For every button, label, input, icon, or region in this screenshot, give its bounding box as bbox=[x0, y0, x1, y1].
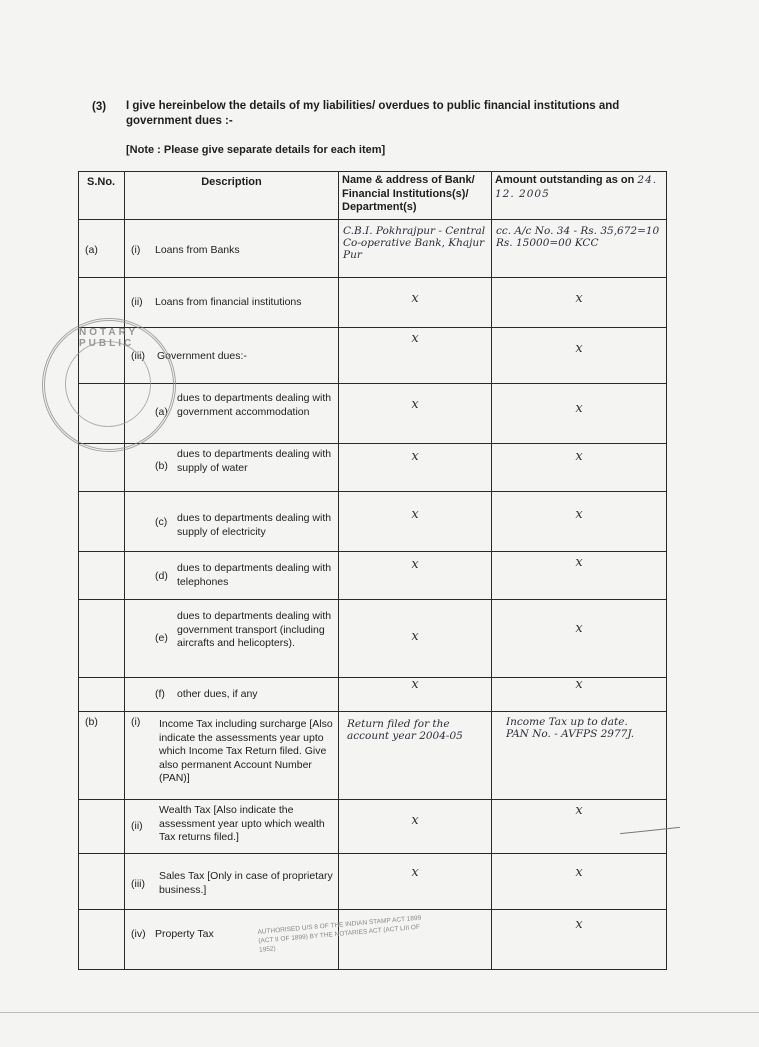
row-text: Loans from financial institutions bbox=[155, 296, 302, 308]
row-text: dues to departments dealing with government accommodation bbox=[177, 392, 332, 418]
table-row bbox=[79, 600, 667, 678]
section-heading: I give hereinbelow the details of my liabilities/ overdues to public financial institutions and government dues :- bbox=[126, 100, 620, 127]
row-description bbox=[125, 600, 339, 678]
row-sno bbox=[79, 552, 125, 600]
nil-mark: x bbox=[339, 384, 492, 444]
row-sno: (b) bbox=[79, 712, 125, 800]
row-description bbox=[125, 678, 339, 712]
row-index: (d) bbox=[155, 570, 168, 582]
nil-mark: x bbox=[492, 444, 667, 492]
nil-mark: x bbox=[492, 278, 667, 328]
nil-mark: x bbox=[492, 910, 667, 970]
nil-mark: x bbox=[339, 444, 492, 492]
row-description bbox=[125, 712, 339, 800]
row-index: (iii) bbox=[131, 350, 145, 362]
row-text: Wealth Tax [Also indicate the assessment year upto which wealth Tax returns filed.] bbox=[159, 804, 325, 843]
table-row bbox=[79, 800, 667, 854]
liabilities-table bbox=[78, 171, 667, 970]
row-text: Property Tax bbox=[155, 928, 214, 940]
row-text: dues to departments dealing with supply of electricity bbox=[177, 512, 332, 538]
row-description bbox=[125, 854, 339, 910]
row-text: other dues, if any bbox=[177, 688, 258, 700]
table-row bbox=[79, 444, 667, 492]
row-sno: (a) bbox=[79, 220, 125, 278]
nil-mark: x bbox=[339, 328, 492, 384]
row-description bbox=[125, 278, 339, 328]
header-description: Description bbox=[125, 172, 339, 220]
row-sno bbox=[79, 492, 125, 552]
nil-mark: x bbox=[492, 384, 667, 444]
table-row bbox=[79, 552, 667, 600]
nil-mark: x bbox=[339, 552, 492, 600]
table-row bbox=[79, 220, 667, 278]
nil-mark: x bbox=[339, 854, 492, 910]
row-index: (ii) bbox=[131, 296, 143, 308]
row-sno bbox=[79, 800, 125, 854]
nil-mark: x bbox=[339, 278, 492, 328]
row-description bbox=[125, 552, 339, 600]
row-index: (ii) bbox=[131, 820, 143, 832]
nil-mark: x bbox=[492, 328, 667, 384]
nil-mark: x bbox=[339, 800, 492, 854]
row-bank-value: Return filed for the account year 2004-05 bbox=[339, 712, 492, 800]
table-row bbox=[79, 678, 667, 712]
section-number: (3) bbox=[92, 101, 107, 113]
nil-mark: x bbox=[492, 678, 667, 712]
row-bank-value: C.B.I. Pokhrajpur - Central Co-operative Bank, Khajur Pur bbox=[339, 220, 492, 278]
row-index: (i) bbox=[131, 716, 141, 728]
header-amount-date: 24. 12. 2005 bbox=[495, 174, 658, 200]
header-sno: S.No. bbox=[79, 172, 125, 220]
nil-mark: x bbox=[339, 492, 492, 552]
scan-edge bbox=[0, 1012, 759, 1013]
row-sno bbox=[79, 854, 125, 910]
notary-seal bbox=[42, 318, 176, 452]
header-bank: Name & address of Bank/ Financial Institutions(s)/ Department(s) bbox=[339, 172, 492, 220]
row-text: dues to departments dealing with government transport (including aircrafts and helicopters). bbox=[177, 610, 332, 649]
table-row bbox=[79, 712, 667, 800]
row-text: Government dues:- bbox=[157, 350, 247, 362]
row-index: (f) bbox=[155, 688, 165, 700]
row-amount-value: Income Tax up to date. PAN No. - AVFPS 2977J. bbox=[492, 712, 667, 800]
table-row bbox=[79, 278, 667, 328]
row-text: Sales Tax [Only in case of proprietary business.] bbox=[159, 870, 333, 896]
nil-mark: x bbox=[492, 800, 667, 854]
row-description bbox=[125, 800, 339, 854]
nil-mark: x bbox=[492, 492, 667, 552]
nil-mark: x bbox=[492, 854, 667, 910]
row-index: (e) bbox=[155, 632, 168, 644]
table-header-row bbox=[79, 172, 667, 220]
section-note: [Note : Please give separate details for each item] bbox=[126, 144, 386, 156]
row-index: (a) bbox=[155, 406, 168, 418]
nil-mark: x bbox=[492, 552, 667, 600]
nil-mark: x bbox=[492, 600, 667, 678]
row-amount-value: cc. A/c No. 34 - Rs. 35,672=10 Rs. 15000=00 KCC bbox=[492, 220, 667, 278]
header-amount-prefix: Amount outstanding as on bbox=[495, 174, 635, 186]
row-index: (b) bbox=[155, 460, 168, 472]
row-index: (c) bbox=[155, 516, 168, 528]
notary-seal-text: NOTARY PUBLIC bbox=[79, 327, 138, 349]
nil-mark: x bbox=[339, 678, 492, 712]
row-index: (iv) bbox=[131, 928, 146, 940]
row-text: Loans from Banks bbox=[155, 244, 240, 256]
footer-stamp: AUTHORISED U/S 8 OF THE INDIAN STAMP ACT 1899 (ACT II OF 1899) BY THE NOTARIES ACT (ACT LIII OF 1952) bbox=[257, 914, 422, 954]
notary-seal-inner bbox=[65, 341, 151, 427]
row-sno bbox=[79, 600, 125, 678]
row-text: Income Tax including surcharge [Also indicate the assessments year upto which Income Tax Return filed. Give also permanent Account Number (PAN)] bbox=[159, 718, 333, 784]
table-row bbox=[79, 854, 667, 910]
row-text: dues to departments dealing with supply of water bbox=[177, 448, 332, 474]
table-row bbox=[79, 492, 667, 552]
header-amount bbox=[492, 172, 667, 220]
row-sno bbox=[79, 910, 125, 970]
row-description bbox=[125, 444, 339, 492]
row-description bbox=[125, 492, 339, 552]
row-index: (iii) bbox=[131, 878, 145, 890]
row-index: (i) bbox=[131, 244, 141, 256]
row-description bbox=[125, 220, 339, 278]
row-sno bbox=[79, 678, 125, 712]
row-text: dues to departments dealing with telephones bbox=[177, 562, 332, 588]
nil-mark: x bbox=[339, 600, 492, 678]
